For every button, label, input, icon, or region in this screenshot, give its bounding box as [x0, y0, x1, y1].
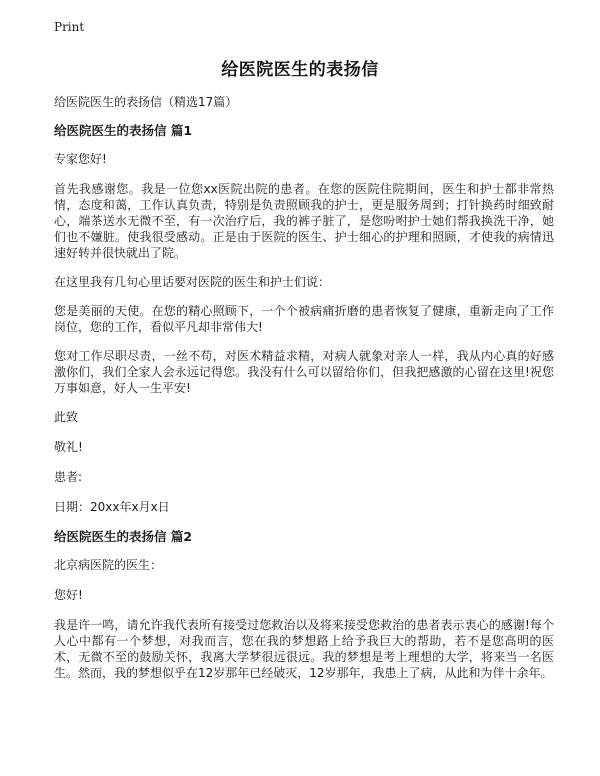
signature-patient: 患者: [54, 470, 83, 484]
section-heading-2: 给医院医生的表扬信 篇2 [54, 529, 193, 544]
paragraph: 首先我感谢您。我是一位您xx医院出院的患者。在您的医院住院期间，医生和护士都非常热情，态度和蔼，工作认真负责，特别是负责照顾我的护士，更是服务周到；打针换药时细致耐心，端茶送水无微不至，有一次治疗后，我的裤子脏了，是您吩咐护士她们帮我换洗干净，她们也不嫌脏。使我很受感动。正是由于医院的医生、护士细心的护理和照顾，才使我的病情迅速好转并很快就出了院。 [54, 182, 554, 260]
greeting: 北京病医院的医生： [54, 558, 163, 572]
signature-date: 日期：20xx年x月x日 [54, 500, 170, 514]
greeting: 专家您好! [54, 152, 107, 166]
paragraph: 您是美丽的天使。在您的精心照顾下，一个个被病痛折磨的患者恢复了健康，重新走向了工作岗位，您的工作，看似平凡却非常伟大! [54, 304, 554, 334]
greeting: 您好! [54, 588, 83, 602]
closing-line: 此致 [54, 410, 79, 424]
paragraph: 在这里我有几句心里话要对医院的医生和护士们说： [54, 275, 331, 289]
paragraph: 您对工作尽职尽责，一丝不苟，对医术精益求精，对病人就象对亲人一样，我从内心真的好感激你们，我们全家人会永远记得您。我没有什么可以留给你们，但我把感激的心留在这里!祝您万事如意，好人一生平安! [54, 349, 554, 395]
document-body [54, 90, 554, 694]
page-title: 给医院医生的表扬信 [221, 60, 379, 80]
section-heading-1: 给医院医生的表扬信 篇1 [54, 123, 193, 138]
closing-line: 敬礼! [54, 440, 83, 454]
print-link[interactable]: Print [54, 20, 85, 34]
paragraph: 我是许一鸣，请允许我代表所有接受过您救治以及将来接受您救治的患者表示衷心的感谢!每个人心中都有一个梦想，对我而言，您在我的梦想路上给予我巨大的帮助，若不是您高明的医术，无微不至的鼓励关怀，我离大学梦很远很远。我的梦想是考上理想的大学，将来当一名医生。然而，我的梦想似乎在12岁那年已经破灭，12岁那年，我患上了病，从此和为伴十余年。 [54, 618, 554, 680]
document-subtitle: 给医院医生的表扬信（精选17篇） [54, 95, 238, 109]
